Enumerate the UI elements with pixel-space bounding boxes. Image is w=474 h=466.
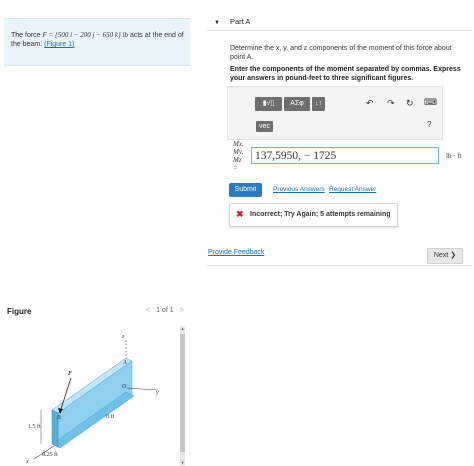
request-answer-link[interactable]: Request Answer [329, 186, 377, 193]
my-label: My, [233, 148, 244, 156]
pager-text: 1 of 1 [156, 307, 174, 314]
figure-scrollbar[interactable] [180, 326, 185, 466]
problem-text-before: The force [11, 32, 43, 39]
moment-labels [233, 140, 244, 172]
redo-icon[interactable]: ↷ [387, 98, 395, 108]
pager-next-button[interactable]: > [179, 307, 184, 314]
figure-link[interactable]: (Figure 1) [44, 41, 75, 48]
y-axis-label: y [156, 390, 159, 396]
divider [207, 30, 472, 31]
undo-icon[interactable]: ↶ [366, 98, 374, 108]
provide-feedback-link[interactable]: Provide Feedback [208, 249, 265, 256]
symbols-button[interactable]: ΑΣφ [284, 97, 310, 111]
scrollbar-thumb[interactable] [180, 334, 185, 452]
previous-answers-link[interactable]: Previous Answers [273, 186, 325, 193]
x-axis-label: x [26, 459, 29, 465]
reset-icon[interactable]: ↻ [406, 98, 414, 108]
submit-button[interactable]: Submit [229, 183, 262, 197]
pager-prev-button[interactable]: < [146, 307, 151, 314]
point-o-label: O [122, 384, 127, 390]
error-icon: ✖ [236, 209, 244, 219]
templates-button[interactable]: ▮√▯ [255, 97, 282, 111]
keyboard-icon[interactable]: ⌨ [424, 97, 437, 107]
problem-text [11, 31, 186, 49]
mz-label: Mz [233, 156, 242, 164]
help-icon[interactable]: ? [427, 120, 432, 129]
question-text: Determine the x, y, and z components of the moment of this force about point A. [230, 45, 452, 61]
vec-button[interactable]: vec [256, 121, 273, 132]
scroll-down-icon[interactable]: ▼ [180, 460, 185, 465]
divider [207, 265, 472, 266]
next-label: Next [433, 252, 449, 259]
feedback-box [229, 203, 398, 227]
force-expression: F = {500 i − 200 j − 650 k} lb [42, 31, 129, 39]
beam-figure [22, 326, 178, 466]
problem-text-after: acts at the end of the beam. [11, 32, 184, 48]
next-button[interactable] [427, 248, 463, 264]
point-b-label: B [57, 415, 61, 421]
problem-statement [4, 18, 190, 66]
figure-title: Figure [7, 307, 32, 316]
mx-label: Mx, [233, 140, 244, 148]
chevron-right-icon: ❯ [450, 252, 457, 259]
z-axis-label: z [122, 334, 125, 340]
math-toolbar [227, 86, 443, 140]
force-label: F [68, 371, 73, 377]
arrows-button[interactable]: ↓↑ [312, 97, 325, 111]
point-a-label: A [123, 360, 127, 366]
length-label: 8 ft [106, 414, 115, 420]
part-a-header[interactable] [214, 17, 250, 26]
unit-label: lb · ft [446, 152, 462, 160]
feedback-message: Incorrect; Try Again; 5 attempts remaining [250, 211, 391, 218]
question-instructions: Enter the components of the moment separated by commas. Express your answers in pound-feet to three significant figures. [230, 66, 461, 82]
answer-input[interactable]: 137,5950, − 1725 [251, 147, 439, 164]
figure-pager [140, 307, 190, 314]
height-label: 1.5 ft [28, 424, 41, 430]
width-label: 0.25 ft [42, 452, 58, 458]
part-title: Part A [229, 17, 251, 26]
equals-label: = [233, 164, 238, 172]
collapse-toggle-icon[interactable]: ▼ [214, 20, 220, 26]
scroll-up-icon[interactable]: ▲ [180, 326, 185, 331]
